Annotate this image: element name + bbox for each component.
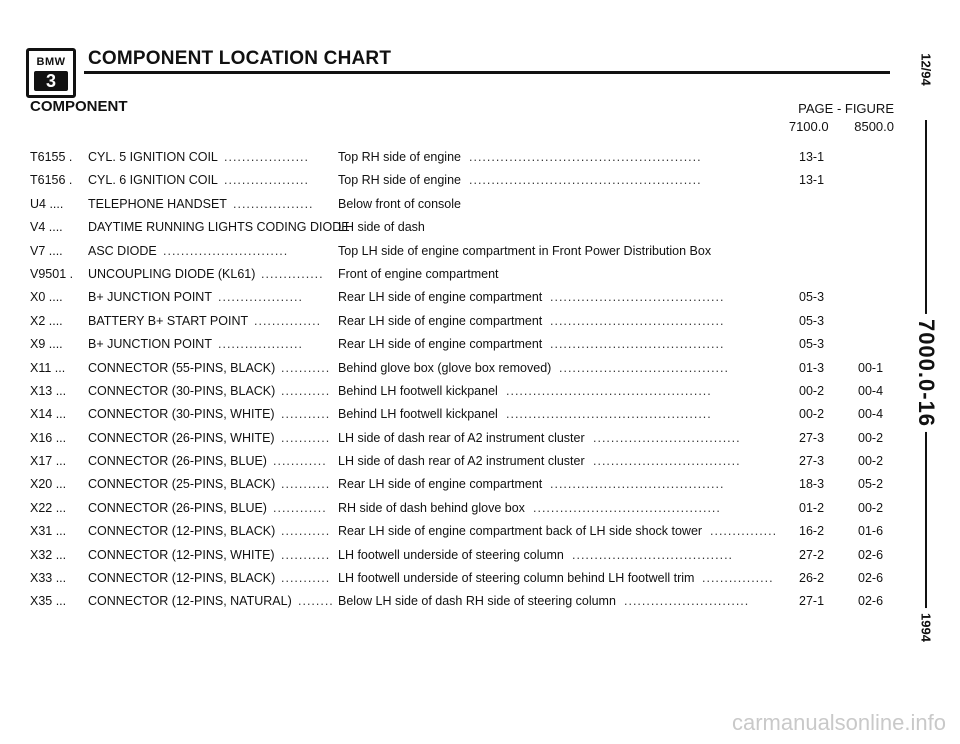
row-location: LH footwell underside of steering column behind LH footwell trim <box>338 571 695 586</box>
row-trail: ................................. <box>593 430 741 445</box>
table-row <box>30 384 910 407</box>
component-table <box>30 150 910 618</box>
row-lead: ................... <box>218 337 303 352</box>
side-date: 12/94 <box>919 48 934 91</box>
row-trail: ....................................... <box>550 337 725 352</box>
row-name: CONNECTOR (30-PINS, WHITE) <box>88 407 275 422</box>
row-location: LH side of dash rear of A2 instrument cluster <box>338 430 585 445</box>
row-lead: ............... <box>254 313 322 328</box>
table-row <box>30 244 910 267</box>
row-lead: ........... <box>281 547 331 562</box>
row-location: Rear LH side of engine compartment back of LH side shock tower <box>338 524 703 539</box>
row-name: CONNECTOR (12-PINS, NATURAL) <box>88 594 292 609</box>
row-location: Below front of console <box>338 196 461 211</box>
row-lead: ................... <box>218 290 303 305</box>
row-trail: .................................... <box>572 547 734 562</box>
component-column-header: COMPONENT <box>30 98 128 115</box>
row-code: V7 .... <box>30 243 63 258</box>
row-name: DAYTIME RUNNING LIGHTS CODING DIODE <box>88 220 350 235</box>
row-fig: 00-2 <box>858 430 884 445</box>
row-name: B+ JUNCTION POINT <box>88 290 212 305</box>
row-trail: ....................................... <box>550 313 725 328</box>
title-rule <box>84 71 890 74</box>
table-row <box>30 290 910 313</box>
row-location: Rear LH side of engine compartment <box>338 477 543 492</box>
row-page: 27-2 <box>799 547 825 562</box>
row-trail: .......................................... <box>533 500 721 515</box>
table-row <box>30 267 910 290</box>
row-code: X17 ... <box>30 454 67 469</box>
row-page: 26-2 <box>799 571 825 586</box>
row-lead: ........... <box>281 383 331 398</box>
row-location: LH footwell underside of steering column <box>338 547 564 562</box>
row-code: X2 .... <box>30 313 63 328</box>
row-trail: ....................................... <box>550 290 725 305</box>
row-page: 05-3 <box>799 337 825 352</box>
page-figure-label: PAGE - FIGURE <box>798 101 894 116</box>
row-code: X14 ... <box>30 407 67 422</box>
page-figure-header <box>767 100 894 136</box>
table-row <box>30 571 910 594</box>
table-row <box>30 548 910 571</box>
row-location: Rear LH side of engine compartment <box>338 290 543 305</box>
row-lead: ........... <box>281 407 331 422</box>
row-location: Top LH side of engine compartment in Front Power Distribution Box <box>338 243 712 258</box>
table-row <box>30 337 910 360</box>
row-page: 05-3 <box>799 313 825 328</box>
row-code: T6156 . <box>30 173 73 188</box>
table-row <box>30 197 910 220</box>
row-page: 05-3 <box>799 290 825 305</box>
row-trail: ...................................... <box>559 360 729 375</box>
row-location: Below LH side of dash RH side of steering column <box>338 594 616 609</box>
row-fig: 02-6 <box>858 594 884 609</box>
row-page: 27-3 <box>799 454 825 469</box>
row-fig: 00-2 <box>858 454 884 469</box>
row-fig: 00-1 <box>858 360 884 375</box>
row-code: V9501 . <box>30 266 74 281</box>
table-row <box>30 407 910 430</box>
row-page: 13-1 <box>799 150 825 164</box>
row-lead: ............ <box>273 500 327 515</box>
table-row <box>30 501 910 524</box>
row-fig: 01-6 <box>858 524 884 539</box>
table-row <box>30 220 910 243</box>
row-page: 27-3 <box>799 430 825 445</box>
row-location: LH side of dash rear of A2 instrument cluster <box>338 454 585 469</box>
row-code: X22 ... <box>30 500 67 515</box>
row-name: CONNECTOR (12-PINS, BLACK) <box>88 524 276 539</box>
row-code: T6155 . <box>30 150 73 164</box>
row-name: CONNECTOR (26-PINS, WHITE) <box>88 430 275 445</box>
row-page: 00-2 <box>799 407 825 422</box>
page-column-7100: 7100.0 <box>788 119 829 134</box>
row-name: CONNECTOR (30-PINS, BLACK) <box>88 383 276 398</box>
row-code: X33 ... <box>30 571 67 586</box>
row-location: RH side of dash behind glove box <box>338 500 525 515</box>
row-location: Top RH side of engine <box>338 173 461 188</box>
row-location: Behind LH footwell kickpanel <box>338 383 498 398</box>
row-name: CONNECTOR (12-PINS, WHITE) <box>88 547 275 562</box>
row-lead: ........ <box>298 594 334 609</box>
row-code: X20 ... <box>30 477 67 492</box>
row-trail: ............... <box>710 524 778 539</box>
row-trail: .................................................... <box>469 150 702 164</box>
row-trail: ....................................... <box>550 477 725 492</box>
row-name: BATTERY B+ START POINT <box>88 313 249 328</box>
row-fig: 02-6 <box>858 571 884 586</box>
row-page: 16-2 <box>799 524 825 539</box>
table-row <box>30 150 910 173</box>
row-location: LH side of dash <box>338 220 425 235</box>
bmw-3-logo <box>26 48 76 98</box>
row-trail: .............................................. <box>506 383 712 398</box>
row-lead: ........... <box>281 430 331 445</box>
logo-series: 3 <box>34 71 68 91</box>
row-fig: 00-4 <box>858 383 884 398</box>
table-row <box>30 173 910 196</box>
table-row <box>30 524 910 547</box>
table-row <box>30 361 910 384</box>
table-row <box>30 477 910 500</box>
row-lead: ........... <box>281 360 331 375</box>
row-page: 13-1 <box>799 173 825 188</box>
row-page: 18-3 <box>799 477 825 492</box>
row-code: X35 ... <box>30 594 67 609</box>
row-code: V4 .... <box>30 220 63 235</box>
row-lead: ............ <box>273 454 327 469</box>
row-trail: .................................................... <box>469 173 702 188</box>
row-lead: ............................ <box>163 243 289 258</box>
row-code: U4 .... <box>30 196 64 211</box>
row-code: X11 ... <box>30 360 66 375</box>
page-title: COMPONENT LOCATION CHART <box>88 48 392 69</box>
row-fig: 00-2 <box>858 500 884 515</box>
table-row <box>30 454 910 477</box>
row-location: Front of engine compartment <box>338 266 499 281</box>
row-fig: 05-2 <box>858 477 884 492</box>
row-page: 01-3 <box>799 360 825 375</box>
table-row <box>30 314 910 337</box>
row-name: CONNECTOR (12-PINS, BLACK) <box>88 571 276 586</box>
row-name: CONNECTOR (25-PINS, BLACK) <box>88 477 276 492</box>
row-name: CONNECTOR (26-PINS, BLUE) <box>88 500 267 515</box>
row-code: X13 ... <box>30 383 67 398</box>
row-name: TELEPHONE HANDSET <box>88 196 227 211</box>
row-location: Behind glove box (glove box removed) <box>338 360 552 375</box>
row-fig: 00-4 <box>858 407 884 422</box>
row-code: X0 .... <box>30 290 63 305</box>
row-code: X16 ... <box>30 430 67 445</box>
row-lead: ........... <box>281 524 331 539</box>
row-name: ASC DIODE <box>88 243 157 258</box>
row-code: X32 ... <box>30 547 67 562</box>
row-name: CYL. 5 IGNITION COIL <box>88 150 218 164</box>
row-location: Top RH side of engine <box>338 150 461 164</box>
page-column-8500: 8500.0 <box>854 119 894 134</box>
row-trail: ............................ <box>624 594 750 609</box>
row-trail: ................................. <box>593 454 741 469</box>
row-code: X9 .... <box>30 337 63 352</box>
row-lead: .............. <box>261 266 324 281</box>
row-fig: 02-6 <box>858 547 884 562</box>
row-name: CYL. 6 IGNITION COIL <box>88 173 218 188</box>
row-code: X31 ... <box>30 524 67 539</box>
row-page: 01-2 <box>799 500 825 515</box>
row-page: 00-2 <box>799 383 825 398</box>
row-location: Rear LH side of engine compartment <box>338 337 543 352</box>
row-trail: .............................................. <box>506 407 712 422</box>
watermark: carmanualsonline.info <box>731 710 946 735</box>
table-row <box>30 431 910 454</box>
side-section-number: 7000.0-16 <box>913 314 939 432</box>
side-year: 1994 <box>919 608 934 647</box>
row-lead: ................... <box>224 150 309 164</box>
logo-brand: BMW <box>36 55 66 68</box>
row-page: 27-1 <box>799 594 825 609</box>
row-lead: .................. <box>233 196 314 211</box>
row-lead: ........... <box>281 477 331 492</box>
row-name: UNCOUPLING DIODE (KL61) <box>88 266 256 281</box>
row-name: B+ JUNCTION POINT <box>88 337 212 352</box>
row-lead: ........... <box>281 571 331 586</box>
row-lead: ................... <box>224 173 309 188</box>
row-location: Behind LH footwell kickpanel <box>338 407 498 422</box>
row-name: CONNECTOR (55-PINS, BLACK) <box>88 360 276 375</box>
table-row <box>30 594 910 617</box>
row-location: Rear LH side of engine compartment <box>338 313 543 328</box>
row-trail: ................ <box>702 571 774 586</box>
row-name: CONNECTOR (26-PINS, BLUE) <box>88 454 267 469</box>
